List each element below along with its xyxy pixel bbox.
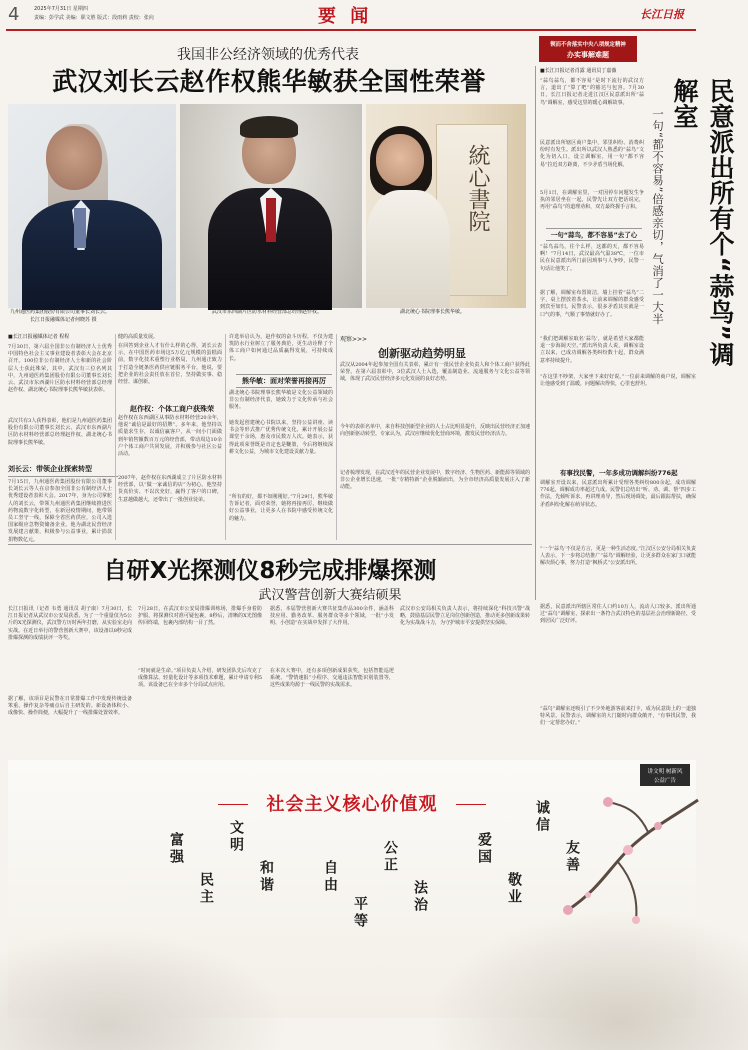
value-friendship: 友善 (564, 840, 580, 874)
article4-headline: 自研X光探测仪8秒完成排爆探测 (103, 558, 437, 584)
values-group-6 (532, 800, 582, 874)
header-rule (6, 29, 696, 31)
article1-col3-p2: 湖北统心书院理事长熊华敏是文化公益领域的非公有制经济代表，她致力于文化传承与社会服务。 (229, 390, 333, 411)
article3-p8: 调解室开设以来，民意派出所累计受理各类纠纷800余起，成功调解776起，调解成功率超过九成。民警们总结出“听、劝、调、帮”四步工作法，先倾听诉求，再讲理劝导，然后现场调处，最后跟踪帮扶，确保矛盾纠纷化解在萌芽状态。 (540, 480, 696, 508)
banner-line-1: 锲而不舍落实中央八项规定精神 (550, 42, 626, 48)
article3-p4: “蒜鸟蒜鸟，往个么样，这都的天，都不容易啊！”7月14日，武汉最高气温38℃，一位市民在民意派出所门前因琐事与人争吵，民警一句话让他笑了。 (540, 244, 644, 272)
article3-p11: “蒜鸟”调解室还吸引了不少外地游客前来打卡，成为民意街上的一道独特风景。民警表示，调解室的大门随时向群众敞开，“有事找民警，我们一定帮您办好。” (540, 706, 696, 727)
article3-subhead: 一句“都不容易”倍感亲切，气消了一大半 (651, 108, 665, 325)
value-rule-of-law: 法治 (412, 880, 428, 914)
col-divider (225, 334, 226, 540)
article3-p10: 据悉，民意派出所辖区常住人口约10万人，流动人口较多。派出所通过“蒜鸟”调解室，探索出一条符合武汉特色的基层社会治理新路径，受到居民广泛好评。 (540, 604, 696, 625)
values-group-3 (320, 860, 370, 930)
article3-byline: ■长江日报记者肖露 通讯员丁嘉薇 (540, 68, 617, 74)
ad-stamp: 讲文明 树新风 公益广告 (640, 764, 690, 786)
article1-col2-p4: 2007年，赵作权在东西湖成立了片区防水材料经营部，以“做一家诚信的店”为初心。他坚持货真价实、不以次充好，赢得了客户的口碑，生意越做越大，还带出了一批创业徒弟。 (118, 475, 222, 503)
col-divider (535, 66, 536, 600)
value-dedication: 敬业 (506, 872, 522, 906)
value-justice: 公正 (382, 840, 398, 874)
article4-p2: 据了解，该项目是民警在日常排爆工作中发现传统设备笨重、操作复杂等痛点后自主研发的。新设备体积小、成像快、操作简便，大幅提升了一线排爆处置效率。 (8, 696, 132, 717)
article1-col2-p3: 赵作权在东西湖区从事防水材料经营20余年，他说“诚信是最好的招牌”。多年来，他坚持以质量求生存，以诚信赢客户，从一间小门面做到年销售额数百万元的经营部，带动周边10余户个体工商户共同发展，并积极参与社区公益活动。 (118, 415, 222, 458)
article4-p3: 7月28日，在武汉市公安局排爆训练场，排爆手身着防护服，将探测仪对准可疑包裹，8秒后，清晰的X光图像传回终端，包裹内部结构一目了然。 (138, 606, 262, 627)
article1-col3-p1: 许选举启认为，赵作权的奋斗历程，不仅为建筑防水行业树立了服务典范，更生动诠释了个体工商户如何通过品质赢得发展，可持续成长。 (229, 334, 333, 362)
article4-subhead: 武汉警营创新大赛结硕果 (258, 588, 402, 603)
article2-p2: 今年的表彰名单中，来自科技创新型企业的人士占比明显提升，反映出民营经济正加速向创新驱动转型。专家认为，武汉应继续优化营商环境，激发民营经济活力。 (340, 424, 531, 438)
article4-p7: 武汉市公安局相关负责人表示，将持续深化“科技兴警”战略，鼓励基层民警立足岗位创新创造，推动更多创新成果转化为实战战斗力，为守护城市平安提供坚实保障。 (400, 606, 531, 627)
article1-col3-p4: “所有的好，都不如刚刚好。”7月29日，熊华敏告诉记者，面对荣誉，她将再接再厉，继续做好公益事业，让更多人在书院中感受传统文化的魅力。 (229, 494, 333, 522)
subhead-liu: 刘长云：带领企业探索转型 (8, 464, 118, 477)
values-group-1 (166, 832, 216, 906)
article3-headline: 民意派出所有个“蒜鸟”调解室 (670, 78, 735, 367)
article4-p4: “时间就是生命。”项目负责人介绍，研发团队先后攻克了成像算法、轻量化设计等多项技术难题，累计申请专利5项。该设备已在全市多个分局试点应用。 (138, 668, 262, 689)
article1-headline: 武汉刘长云赵作权熊华敏获全国性荣誉 (52, 67, 486, 96)
article3-p9: “一个‘蒜鸟’不仅是方言，更是一种生活态度。”江汉区公安分局相关负责人表示，下一步将总结推广“蒜鸟”调解经验，让更多群众在家门口就能解决烦心事，努力打造“枫桥式”公安派出所。 (540, 546, 696, 567)
caption-xiong: 湖北统心书院理事长熊华敏。 (400, 309, 466, 315)
article1-col2-p2: 在回答到企业人才有什么样的心得，刘长云表示，在中国医药市场这5万亿元规模的蛋糕面前，数字化技术重塑行业格局，九州通正致力于打造全链条医药供应链服务平台，他说，要把企业的社会责任放在首位，坚持做实事、稳经营、谋创新。 (118, 343, 222, 386)
values-group-4 (380, 840, 430, 914)
photo-liu-changyun (8, 104, 176, 308)
article1-col2-p1: 健的高质量发展。 (118, 334, 159, 340)
article4-p5: 据悉，本届警营创新大赛共征集作品300余件，涵盖科技应用、勤务改革、服务群众等多个领域，一批“小发明、小创造”在实战中发挥了大作用。 (270, 606, 394, 627)
article2-headline: 创新驱动趋势明显 (378, 347, 466, 360)
article2-p3: 记者梳理发现，在武汉近年的民营企业发展中，数字经济、生物医药、新能源等领域的非公企业增长迅速，一批“专精特新”企业脱颖而出，为全市经济高质量发展注入了新动能。 (340, 470, 531, 491)
value-freedom: 自由 (322, 860, 338, 894)
article4-p6: 在本次大赛中，还有多项创新成果获奖，包括智能巡逻系统、“警情速报”小程序、交通违法智能识别装置等，这些成果均源于一线民警的实战需求。 (270, 668, 394, 689)
photo-xiong-huamin: 統心書院 (366, 104, 526, 308)
value-patriotism: 爱国 (476, 832, 492, 866)
value-harmony: 和谐 (258, 860, 274, 894)
section-title: 要 闻 (318, 6, 373, 27)
values-title: 社会主义核心价值观 (266, 794, 438, 815)
article2-p1: 武汉从2004年起参加全国有关表彰，累计有一批民营企业负责人和个体工商户获得此荣誉。在第六届表彰中，3位武汉人士入选，覆盖制造业、流通服务与文化公益等领域，体现了武汉民营经济多元化发展的良好态势。 (340, 362, 530, 383)
article4-p1: 长江日报讯（记者 韦勇 通讯员 胡子康）7月30日，长江日报记者从武汉市公安局获悉，为了一个重量仅为5公斤的X光探测仪，武汉警方历时两年打磨，从实验室走向实战。在近日举行的警营创新大赛中，该设备以8秒完成排爆探测的成绩获评一等奖。 (8, 606, 132, 641)
article1-byline: ■长江日报融媒体记者 程程 (8, 334, 70, 340)
banner-line-2: 办实事解难题 (567, 51, 609, 59)
section-rule (8, 544, 532, 545)
article1-col1-p1: 7月30日，第六届全国非公有制经济人士优秀中国特色社会主义事业建设者表彰大会在北京召开。100位非公有制经济人士和新的社会阶层人士获此殊荣，其中，武汉有三位名列其中，九州通医药集团股份有限公司董事长刘长云、武汉市东西湖片区防水材料经营部总经理赵作权、湖北统心书院理事长熊华敏获表彰。 (8, 344, 112, 394)
newspaper-logo: 长江日报 (640, 8, 684, 21)
subhead-xiong: 熊华敏：面对荣誉再接再厉 (236, 374, 332, 388)
article3-p7: “在这里不吵架，大家坐下来好好说。”一位前来调解的商户说，调解室让他感受到了温暖，问题解决得快，心里也舒坦。 (540, 374, 696, 388)
article2-kicker: 观察>>> (340, 336, 368, 343)
article3-p6: “我们把调解室取名‘蒜鸟’，就是希望大家都能退一步海阔天空。”派出所负责人说，调解室设立以来，已成功调解各类纠纷数十起，群众满意率持续提升。 (540, 336, 644, 364)
values-group-5 (474, 832, 524, 906)
value-democracy: 民主 (198, 872, 214, 906)
caption-liu: 九州通医药集团股份有限公司董事长刘长云。 (10, 309, 111, 315)
value-equality: 平等 (352, 896, 368, 930)
value-civility: 文明 (228, 820, 244, 854)
values-group-2 (226, 820, 276, 894)
article3-p2: 民意派出所辖区商户集中，邻里纠纷、消费纠纷时有发生。派出所以武汉人熟悉的“蒜鸟”文化为切入口，设立调解室，用一句“都不容易”拉近双方距离，不少矛盾当场化解。 (540, 140, 644, 168)
values-ad-panel (8, 760, 696, 1018)
article1-kicker: 我国非公经济领域的优秀代表 (177, 47, 359, 63)
article3-subhead-2: 有事找民警，一年多成功调解纠纷776起 (560, 469, 678, 477)
article1-col1-p2: 武汉共有3人获得表彰，他们是九州通医药集团股份有限公司董事长刘长云、武汉市东西湖片区防水材料经营部总经理赵作权、湖北统心书院理事长熊华敏。 (8, 418, 112, 446)
editor-credits: 责编：彭学武 美编：职文胜 版式：段雨莉 责校：张向 (34, 15, 154, 21)
photo-zhao-zuoquan (180, 104, 362, 308)
article1-col3-p3: 她发起创建统心书院以来，坚持公益讲座、读书会等形式推广优秀传统文化，累计开展公益课堂千余场，惠及市民数万人次。她表示，获得此项荣誉既是肯定也是鞭策，今后将继续深耕文化公益，为城市文化建设贡献力量。 (229, 420, 333, 455)
col-divider (336, 334, 337, 540)
page-number: 4 (8, 4, 20, 25)
article3-subhead-1: 一句“蒜鸟，都不容易”去了心 (546, 228, 642, 241)
article3-p5: 据了解，调解室布置简洁，墙上挂着“蒜鸟”二字，桌上摆放着茶水，让前来调解的群众感受到宾至如归。民警表示，很多矛盾其实就是一口气的事，气顺了事情就好办了。 (540, 290, 644, 318)
article3-p1: “蒜鸟蒜鸟，都不容易”是时下流行的武汉方言，道出了“算了吧”的豁达与包容。7月30日，长江日报记者走进江汉区民意派出所“蒜鸟”调解室，感受这里的暖心调解故事。 (540, 78, 644, 106)
article3-p3: 5月1日，在调解室里，一对因停车问题发生争执的邻居坐在一起，民警先让双方把话说完，再用“蒜鸟”的道理劝和，双方最终握手言和。 (540, 190, 644, 211)
value-prosperity: 富强 (168, 832, 184, 866)
subhead-zhao: 赵作权：个体工商户获殊荣 (130, 405, 214, 413)
campaign-banner (539, 36, 637, 62)
caption-credit: 长江日报融媒体记者何晓苏 摄 (30, 317, 97, 323)
col-divider (115, 334, 116, 540)
issue-date: 2025年7月31日 星期四 (34, 6, 88, 12)
article1-col1-p3: 7月15日，九州通医药集团股份有限公司董事长刘长云等人在京参加全国非公有制经济人士优秀建设者表彰大会。2017年，身为公司掌舵人的刘长云，带领九州通医药集团继续推进医药物流数字化转型，在新冠疫情期间，他带领员工坚守一线，保障全省医药供应，公司入选国家级应急物资储备企业。他为湖北民营经济发展建言献策，积极参与公益事业，累计捐款捐物数亿元。 (8, 479, 112, 543)
value-integrity: 诚信 (534, 800, 550, 834)
caption-zhao: 武汉市东西湖片区防水材料经营部总经理赵作权。 (212, 309, 323, 315)
